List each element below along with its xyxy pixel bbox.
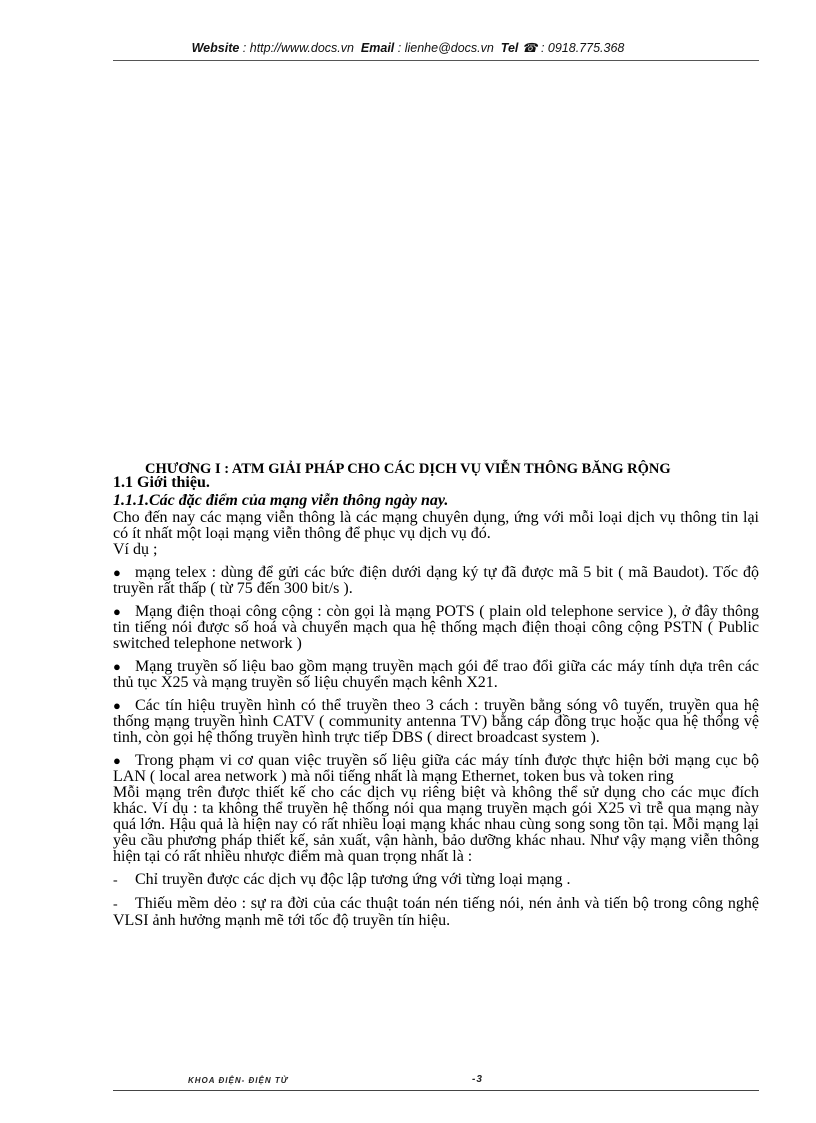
bullet-icon: ● <box>113 753 121 768</box>
footer-rule <box>113 1090 759 1091</box>
summary-paragraph: Mỗi mạng trên được thiết kế cho các dịch vụ riêng biệt và không thể sử dụng cho các mục đích khác. Ví dụ : ta không thể truyền hệ thống nói qua mạng truyền mạch gói X25 vì trễ qua mạng này quá lớn. Hậu quả là hiện nay có rất nhiều loại mạng khác nhau cùng song song tồn tại. Mỗi mạng lại yêu cầu phương pháp thiết kế, sản xuất, vận hành, bảo dưỡng khác nhau. Như vậy mạng viễn thông hiện tại có rất nhiều nhược điểm mà quan trọng nhất là : <box>113 784 759 865</box>
tel-value: : 0918.775.368 <box>540 41 625 55</box>
list-item <box>113 698 759 746</box>
section-title: 1.1 Giới thiệu. <box>113 474 210 491</box>
example-label: Ví dụ ; <box>113 541 158 558</box>
intro-paragraph: Cho đến nay các mạng viễn thông là các mạng chuyên dụng, ứng với mỗi loại dịch vụ thông tin lại có ít nhất một loại mạng viễn thông để phục vụ dịch vụ đó. <box>113 509 759 542</box>
list-item-text: Mạng điện thoại công cộng : còn gọi là mạng POTS ( plain old telephone service ), ở đây thông tin tiếng nói được số hoá và chuyển mạch qua hệ thống mạch điện thoại công cộng PSTN ( Public switched telephone network ) <box>113 603 759 652</box>
list-item <box>113 753 759 785</box>
list-item-text: Mạng truyền số liệu bao gồm mạng truyền mạch gói để trao đổi giữa các máy tính dựa trên các thủ tục X25 và mạng truyền số liệu chuyển mạch kênh X21. <box>113 658 759 691</box>
bullet-icon: ● <box>113 659 121 674</box>
list-item <box>113 896 759 929</box>
bullet-icon: ● <box>113 565 121 580</box>
tel-label: Tel <box>500 41 519 55</box>
page-number: -3 <box>472 1074 483 1085</box>
subsection-title: 1.1.1.Các đặc điểm của mạng viễn thông ngày nay. <box>113 492 449 509</box>
page-header <box>0 40 816 55</box>
footer-faculty: KHOA ĐIỆN- ĐIỆN TỬ <box>188 1076 289 1085</box>
dash-icon: - <box>113 897 118 912</box>
list-item-text: Thiếu mềm dẻo : sự ra đời của các thuật toán nén tiếng nói, nén ảnh và tiến bộ trong công nghệ VLSI ảnh hưởng mạnh mẽ tới tốc độ truyền tín hiệu. <box>113 895 759 929</box>
list-item-text: Trong phạm vi cơ quan việc truyền số liệu giữa các máy tính được thực hiện bởi mạng cục bộ LAN ( local area network ) mà nổi tiếng nhất là mạng Ethernet, token bus và token ring <box>113 752 759 785</box>
website-value: : http://www.docs.vn <box>242 41 354 55</box>
header-rule <box>113 60 759 61</box>
website-label: Website <box>191 41 240 55</box>
bullet-icon: ● <box>113 698 121 713</box>
list-item-text: mạng telex : dùng để gửi các bức điện dưới dạng ký tự đã được mã 5 bit ( mã Baudot). Tốc độ truyền rất thấp ( từ 75 đến 300 bit/s ). <box>113 564 759 597</box>
list-item <box>113 604 759 652</box>
list-item <box>113 872 759 889</box>
chapter-title: CHƯƠNG I : ATM GIẢI PHÁP CHO CÁC DỊCH VỤ VIỄN THÔNG BĂNG RỘNG <box>145 461 671 477</box>
bullet-icon: ● <box>113 604 121 619</box>
list-item <box>113 565 759 597</box>
page-footer <box>188 1076 588 1085</box>
list-item-text: Các tín hiệu truyền hình có thể truyền theo 3 cách : truyền bằng sóng vô tuyến, truyền qua hệ thống mạng truyền hình CATV ( community antenna TV) bằng cáp đồng trục hoặc qua hệ thống vệ tinh, còn gọi hệ thống truyền hình trực tiếp DBS ( direct broadcast system ). <box>113 697 759 746</box>
phone-icon: ☎ <box>521 41 538 55</box>
document-body <box>113 460 759 929</box>
email-label: Email <box>360 41 395 55</box>
dash-icon: - <box>113 873 118 888</box>
list-item-text: Chỉ truyền được các dịch vụ độc lập tương ứng với từng loại mạng . <box>135 871 571 888</box>
email-value: : lienhe@docs.vn <box>397 41 494 55</box>
list-item <box>113 659 759 691</box>
